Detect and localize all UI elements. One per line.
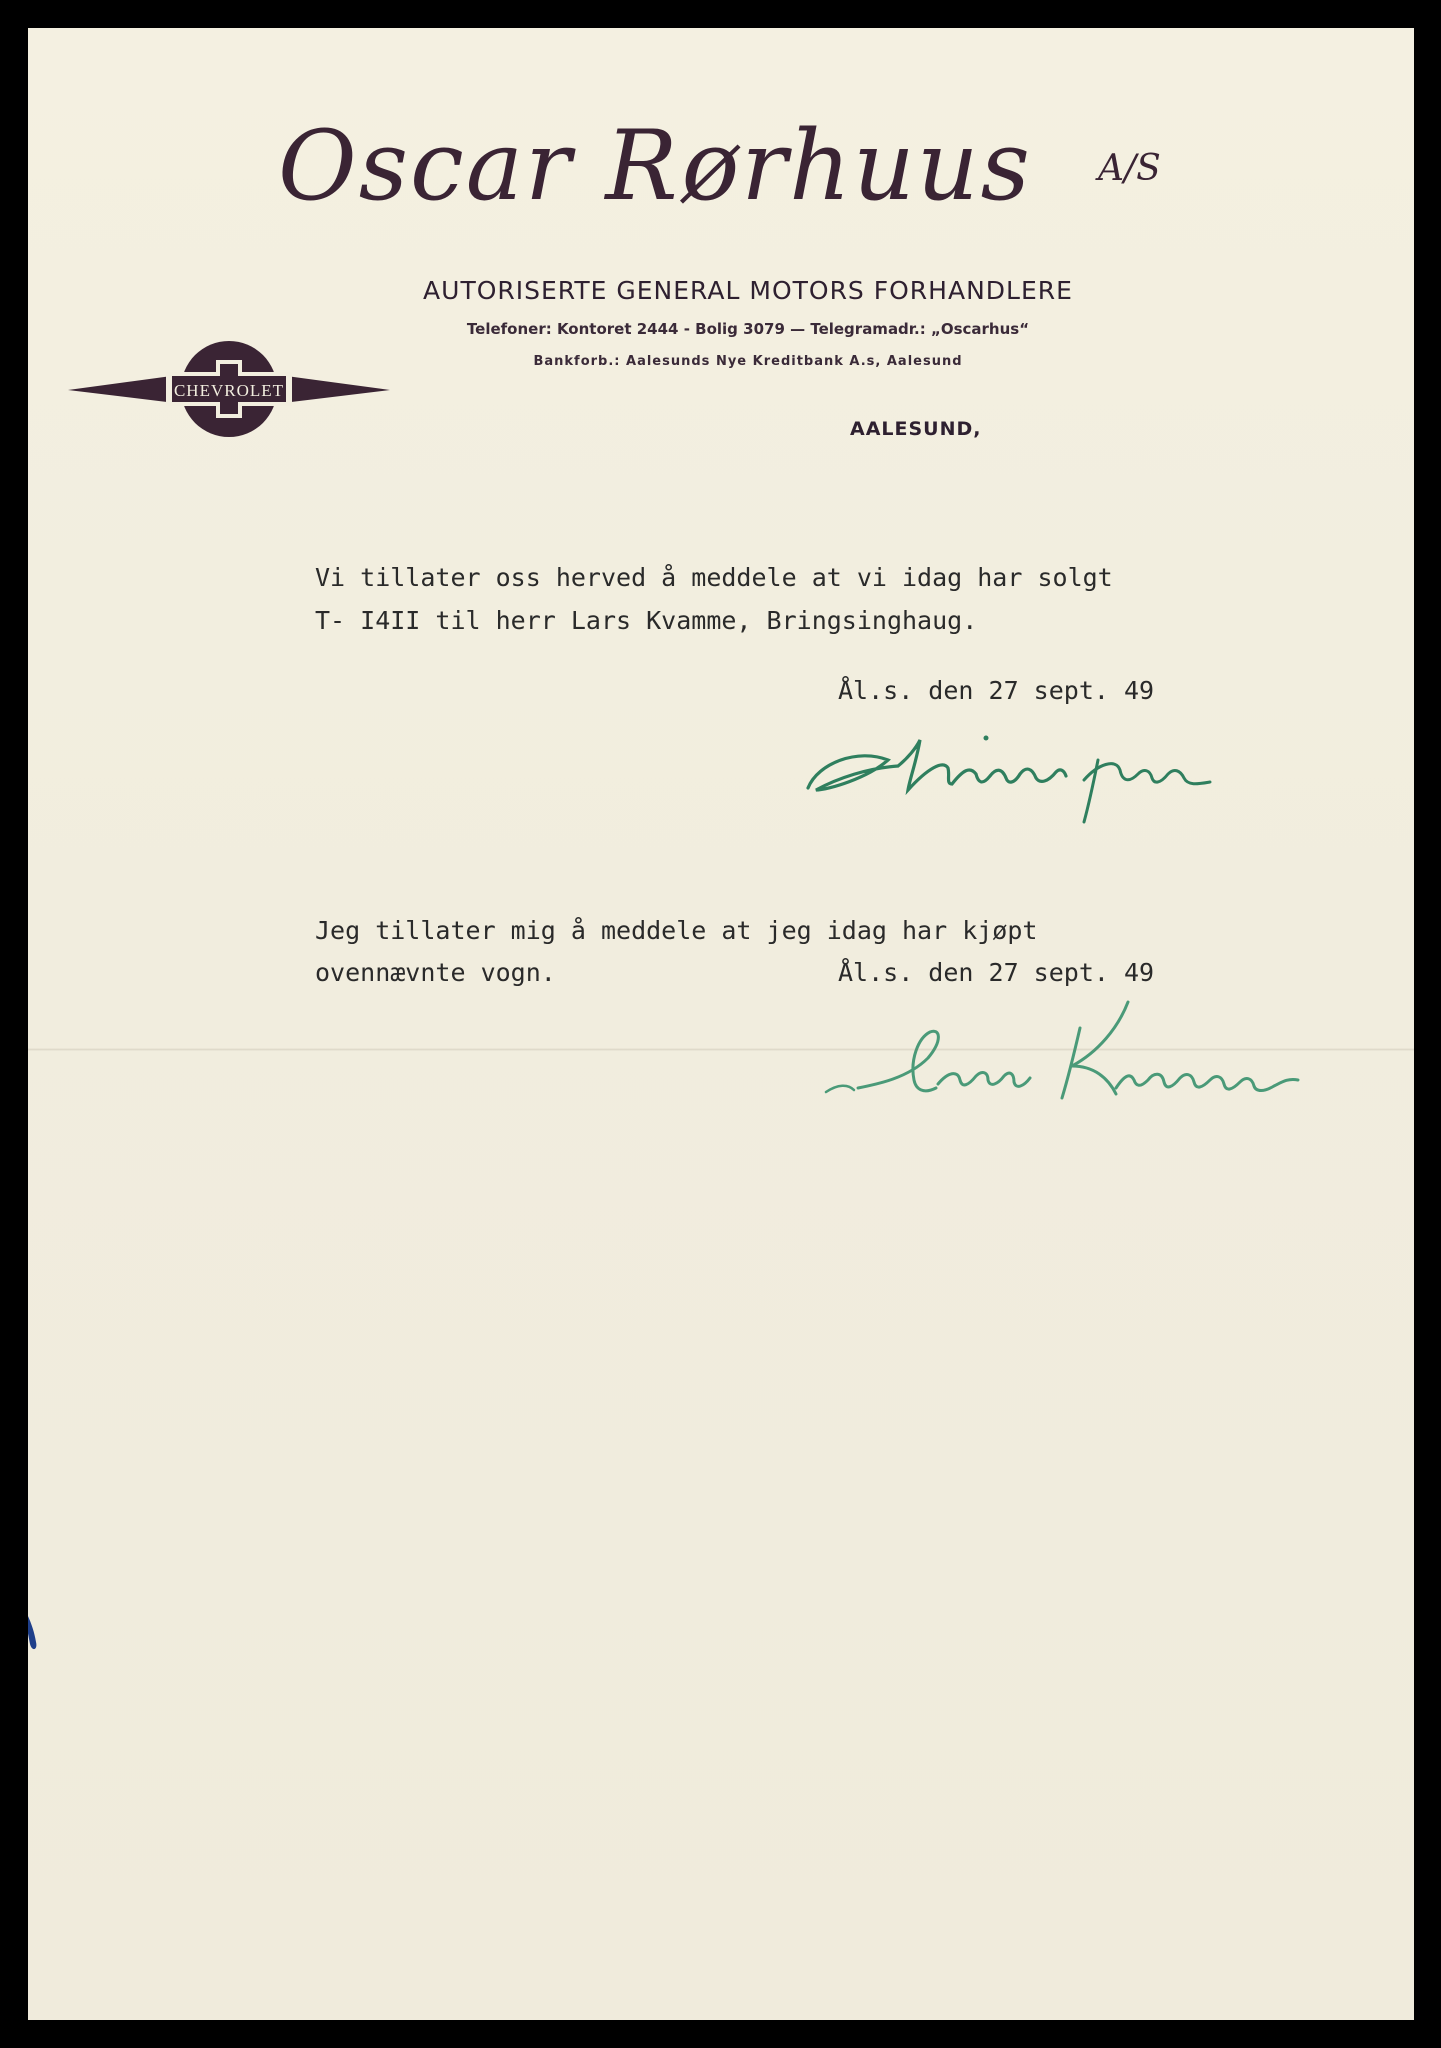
- letter-page: [28, 28, 1414, 2020]
- chevrolet-logo-icon: [66, 310, 392, 450]
- buyer-signature: [818, 988, 1328, 1128]
- seller-signature: [798, 718, 1268, 838]
- company-name: Oscar Rørhuus: [278, 110, 1032, 222]
- letterhead-bank: Bankforb.: Aalesunds Nye Kreditbank A.s, Aalesund: [533, 354, 963, 369]
- sale-notice-line-2: T- I4II til herr Lars Kvamme, Bringsinghaug.: [315, 606, 978, 635]
- letterhead-contact: Telefoner: Kontoret 2444 - Bolig 3079 — Telegramadr.: „Oscarhus“: [466, 320, 1030, 338]
- purchase-notice-line-1: Jeg tillater mig å meddele at jeg idag har kjøpt: [315, 916, 1038, 945]
- ink-mark: [28, 1610, 40, 1654]
- logo-text: CHEVROLET: [173, 381, 285, 400]
- letterhead-tagline: AUTORISERTE GENERAL MOTORS FORHANDLERE: [423, 276, 1073, 305]
- company-suffix: A/S: [1098, 148, 1161, 189]
- letterhead-city: AALESUND,: [850, 418, 982, 440]
- sale-date: Ål.s. den 27 sept. 49: [838, 676, 1155, 705]
- sale-notice-line-1: Vi tillater oss herved å meddele at vi idag har solgt: [315, 563, 1113, 592]
- purchase-notice-line-2: ovennævnte vogn.: [315, 958, 556, 987]
- purchase-date: Ål.s. den 27 sept. 49: [838, 958, 1155, 987]
- paper-fold-line: [28, 1048, 1414, 1051]
